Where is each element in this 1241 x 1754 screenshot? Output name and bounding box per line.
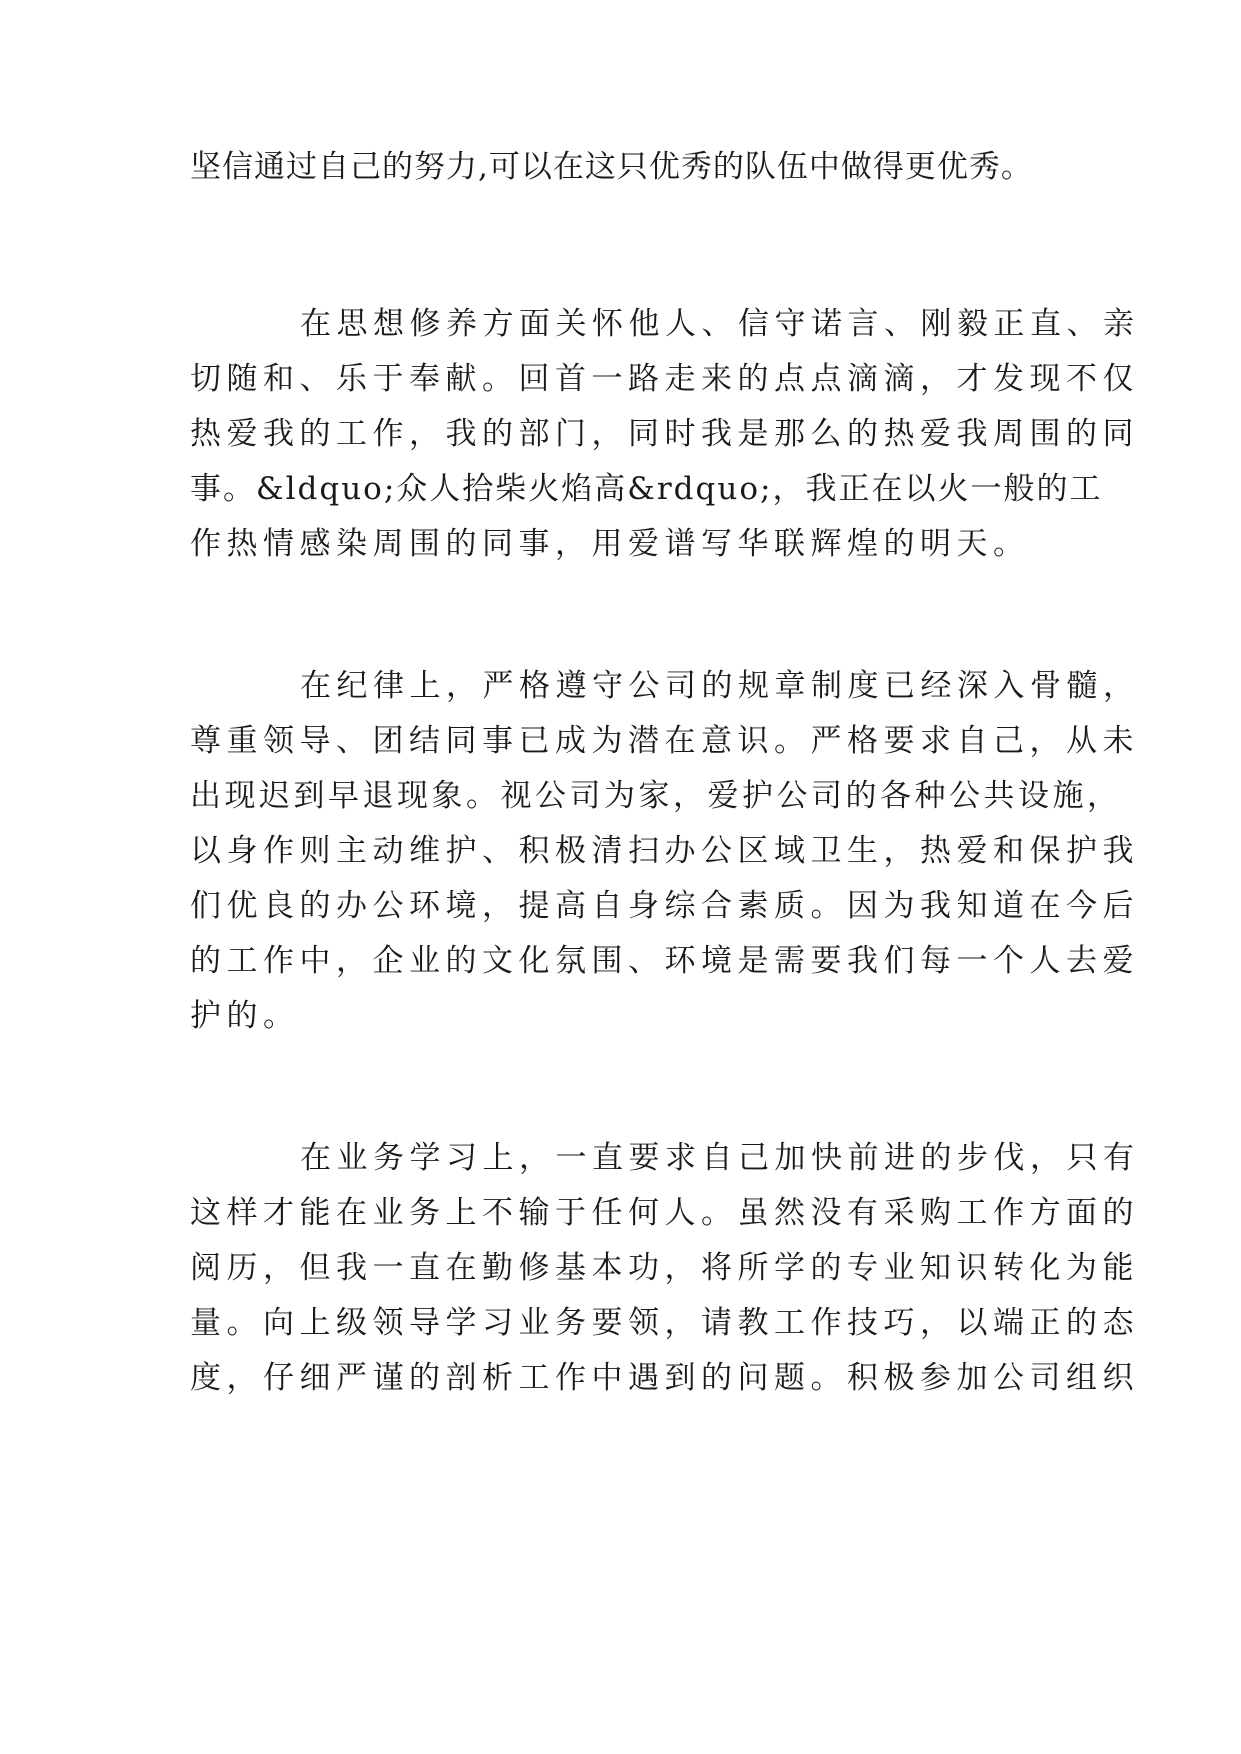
paragraph-line: 切随和、乐于奉献。回首一路走来的点点滴滴，才发现不仅 xyxy=(190,361,1139,397)
paragraph-line: 热爱我的工作，我的部门，同时我是那么的热爱我周围的同 xyxy=(190,416,1139,452)
paragraph-line: 阅历，但我一直在勤修基本功，将所学的专业知识转化为能 xyxy=(190,1250,1139,1286)
paragraph-line: 的工作中，企业的文化氛围、环境是需要我们每一个人去爱 xyxy=(190,943,1139,979)
paragraph-line: 作热情感染周围的同事，用爱谱写华联辉煌的明天。 xyxy=(190,526,1030,562)
paragraph-line: 们优良的办公环境，提高自身综合素质。因为我知道在今后 xyxy=(190,888,1139,924)
paragraph-line: 在纪律上，严格遵守公司的规章制度已经深入骨髓， xyxy=(300,668,1140,704)
paragraph-line: 量。向上级领导学习业务要领，请教工作技巧，以端正的态 xyxy=(190,1305,1139,1341)
paragraph-line: 在思想修养方面关怀他人、信守诺言、刚毅正直、亲 xyxy=(300,306,1140,342)
paragraph-line: 护的。 xyxy=(190,998,300,1034)
paragraph-line: 事。&ldquo;众人拾柴火焰高&rdquo;，我正在以火一般的工 xyxy=(190,471,1103,507)
paragraph-line: 出现迟到早退现象。视公司为家，爱护公司的各种公共设施， xyxy=(190,778,1122,814)
paragraph-line: 以身作则主动维护、积极清扫办公区域卫生，热爱和保护我 xyxy=(190,833,1139,869)
intro-line: 坚信通过自己的努力,可以在这只优秀的队伍中做得更优秀。 xyxy=(190,149,1033,185)
paragraph-line: 在业务学习上，一直要求自己加快前进的步伐，只有 xyxy=(300,1140,1140,1176)
paragraph-line: 尊重领导、团结同事已成为潜在意识。严格要求自己，从未 xyxy=(190,723,1139,759)
paragraph-line: 度，仔细严谨的剖析工作中遇到的问题。积极参加公司组织 xyxy=(190,1360,1139,1396)
paragraph-line: 这样才能在业务上不输于任何人。虽然没有采购工作方面的 xyxy=(190,1195,1139,1231)
